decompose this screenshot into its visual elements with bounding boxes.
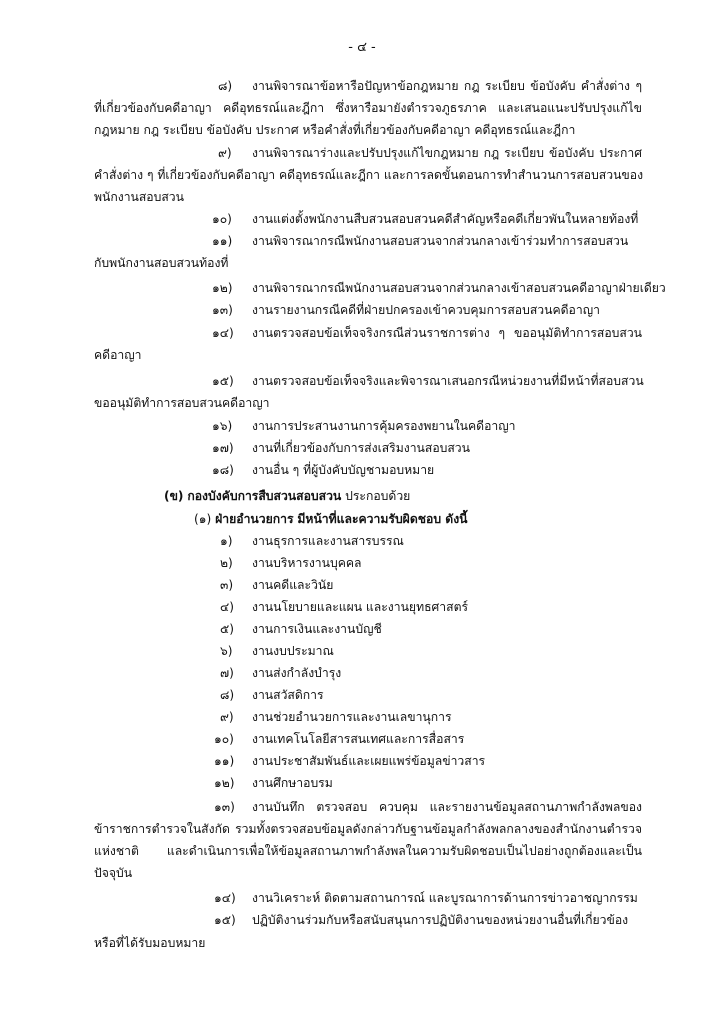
item-12-line-1: งานพิจารณากรณีพนักงานสอบสวนจากส่วนกลางเข้าสอบสวนคดีอาญาฝ่ายเดียว — [252, 281, 666, 295]
subsection-1-title: ฝ่ายอำนวยการ — [215, 512, 294, 526]
sub-item-13-line-1: งานบันทึก ตรวจสอบ ควบคุม และรายงานข้อมูลสถานภาพกำลังพลของ — [252, 800, 642, 814]
section-b-heading — [164, 486, 410, 506]
sub-item-7 — [220, 663, 341, 683]
item-12-number: ๑๒) — [212, 281, 233, 295]
sub-item-4-number: ๔) — [220, 600, 234, 614]
item-17-number: ๑๗) — [212, 441, 234, 455]
sub-item-14-line-1: งานวิเคราะห์ ติดตามสถานการณ์ และบูรณาการด้านการข่าวอาชญากรรม — [252, 891, 638, 905]
sub-item-5-text: งานการเงินและงานบัญชี — [252, 622, 382, 636]
item-11-line-1: งานพิจารณากรณีพนักงานสอบสวนจากส่วนกลางเข้าร่วมทำการสอบสวน — [252, 234, 629, 248]
item-9-number: ๙) — [218, 146, 232, 160]
item-15-line-1: งานตรวจสอบข้อเท็จจริงและพิจารณาเสนอกรณีหน่วยงานที่มีหน้าที่สอบสวน — [252, 374, 644, 388]
sub-item-12-number: ๑๒) — [214, 776, 235, 790]
item-8-line-2: ที่เกี่ยวข้องกับคดีอาญา คดีอุทธรณ์และฎีกา ซึ่งหารือมายังตำรวจภูธรภาค และเสนอแนะปรับปรุงแก้ไข — [94, 101, 642, 115]
item-15-line-2: ขออนุมัติทำการสอบสวนคดีอาญา — [94, 396, 270, 410]
sub-item-3-number: ๓) — [220, 578, 234, 592]
item-18-number: ๑๘) — [212, 463, 234, 477]
sub-item-8 — [220, 685, 324, 705]
sub-item-11 — [214, 751, 485, 771]
item-13-number: ๑๓) — [212, 303, 233, 317]
sub-item-13-number: ๑๓) — [214, 800, 235, 814]
sub-item-13-line-4: ปัจจุบัน — [94, 866, 133, 880]
sub-item-6 — [220, 641, 334, 661]
sub-item-12 — [214, 773, 333, 793]
item-8-number: ๘) — [218, 79, 233, 93]
sub-item-2-number: ๒) — [220, 556, 233, 570]
item-13-line-1: งานรายงานกรณีคดีที่ฝ่ายปกครองเข้าควบคุมการสอบสวนคดีอาญา — [252, 303, 600, 317]
sub-item-4 — [220, 597, 468, 617]
sub-item-13-line-2: ข้าราชการตำรวจในสังกัด รวมทั้งตรวจสอบข้อมูลดังกล่าวกับฐานข้อมูลกำลังพลกลางของสำนักงานตำรวจ — [94, 822, 642, 836]
section-b-title-suffix: ประกอบด้วย — [345, 489, 411, 503]
sub-item-1-text: งานธุรการและงานสารบรรณ — [252, 534, 404, 548]
sub-item-15-line-2: หรือที่ได้รับมอบหมาย — [94, 936, 206, 950]
sub-item-11-number: ๑๑) — [214, 754, 235, 768]
item-11-line-2: กับพนักงานสอบสวนท้องที่ — [94, 256, 229, 270]
item-9-line-1: งานพิจารณาร่างและปรับปรุงแก้ไขกฎหมาย กฎ ระเบียบ ข้อบังคับ ประกาศ — [252, 146, 642, 160]
subsection-1-heading — [194, 509, 468, 529]
sub-item-1 — [220, 531, 404, 551]
sub-item-2-text: งานบริหารงานบุคคล — [252, 556, 362, 570]
sub-item-5-number: ๕) — [220, 622, 234, 636]
sub-item-12-text: งานศึกษาอบรม — [252, 776, 333, 790]
sub-item-6-text: งานงบประมาณ — [252, 644, 334, 658]
sub-item-7-number: ๗) — [220, 666, 234, 680]
item-14-line-1: งานตรวจสอบข้อเท็จจริงกรณีส่วนราชการต่าง ๆ ขออนุมัติทำการสอบสวน — [252, 326, 642, 340]
section-b-label: (ข) — [164, 489, 184, 503]
sub-item-10 — [214, 729, 464, 749]
sub-item-10-number: ๑๐) — [214, 732, 234, 746]
sub-item-13-line-3: แห่งชาติ และดำเนินการเพื่อให้ข้อมูลสถานภาพกำลังพลในความรับผิดชอบเป็นไปอย่างถูกต้องและเป็น — [94, 844, 642, 858]
sub-item-15-number: ๑๕) — [214, 913, 236, 927]
sub-item-3-text: งานคดีและวินัย — [252, 578, 334, 592]
item-8-line-1: งานพิจารณาข้อหารือปัญหาข้อกฎหมาย กฎ ระเบียบ ข้อบังคับ คำสั่งต่าง ๆ — [252, 79, 642, 93]
sub-item-6-number: ๖) — [220, 644, 233, 658]
item-17-line-1: งานที่เกี่ยวข้องกับการส่งเสริมงานสอบสวน — [252, 441, 470, 455]
sub-item-8-text: งานสวัสดิการ — [252, 688, 324, 702]
page-number: - ๔ - — [348, 40, 376, 55]
subsection-1-title-suffix: มีหน้าที่และความรับผิดชอบ ดังนี้ — [297, 512, 468, 526]
sub-item-3 — [220, 575, 333, 595]
item-10-line-1: งานแต่งตั้งพนักงานสืบสวนสอบสวนคดีสำคัญหรือคดีเกี่ยวพันในหลายท้องที่ — [252, 212, 639, 226]
sub-item-5 — [220, 619, 382, 639]
item-14-number: ๑๔) — [212, 326, 234, 340]
sub-item-10-text: งานเทคโนโลยีสารสนเทศและการสื่อสาร — [252, 732, 465, 746]
sub-item-9-number: ๙) — [220, 710, 234, 724]
sub-item-4-text: งานนโยบายและแผน และงานยุทธศาสตร์ — [252, 600, 469, 614]
item-18-line-1: งานอื่น ๆ ที่ผู้บังคับบัญชามอบหมาย — [252, 463, 435, 477]
item-9-line-2: คำสั่งต่าง ๆ ที่เกี่ยวข้องกับคดีอาญา คดีอุทธรณ์และฎีกา และการลดขั้นตอนการทำสำนวนการสอบสวนของ — [94, 168, 644, 182]
item-10-number: ๑๐) — [212, 212, 232, 226]
item-8-line-3: กฎหมาย กฎ ระเบียบ ข้อบังคับ ประกาศ หรือคำสั่งที่เกี่ยวข้องกับคดีอาญา คดีอุทธรณ์และฎีกา — [94, 123, 576, 137]
section-b-title: กองบังคับการสืบสวนสอบสวน — [187, 489, 342, 503]
sub-item-7-text: งานส่งกำลังบำรุง — [252, 666, 342, 680]
item-16-line-1: งานการประสานงานการคุ้มครองพยานในคดีอาญา — [252, 419, 516, 433]
item-14-line-2: คดีอาญา — [94, 348, 142, 362]
sub-item-15-line-1: ปฏิบัติงานร่วมกับหรือสนับสนุนการปฏิบัติงานของหน่วยงานอื่นที่เกี่ยวข้อง — [252, 913, 629, 927]
item-11-number: ๑๑) — [212, 234, 233, 248]
item-16-number: ๑๖) — [212, 419, 233, 433]
item-15-number: ๑๕) — [212, 374, 234, 388]
sub-item-14-number: ๑๔) — [214, 891, 236, 905]
sub-item-9-text: งานช่วยอำนวยการและงานเลขานุการ — [252, 710, 452, 724]
sub-item-1-number: ๑) — [220, 534, 233, 548]
sub-item-9 — [220, 707, 452, 727]
item-9-line-3: พนักงานสอบสวน — [94, 190, 184, 204]
sub-item-11-text: งานประชาสัมพันธ์และเผยแพร่ข้อมูลข่าวสาร — [252, 754, 486, 768]
subsection-1-label: (๑) — [194, 512, 212, 526]
sub-item-2 — [220, 553, 361, 573]
sub-item-8-number: ๘) — [220, 688, 235, 702]
